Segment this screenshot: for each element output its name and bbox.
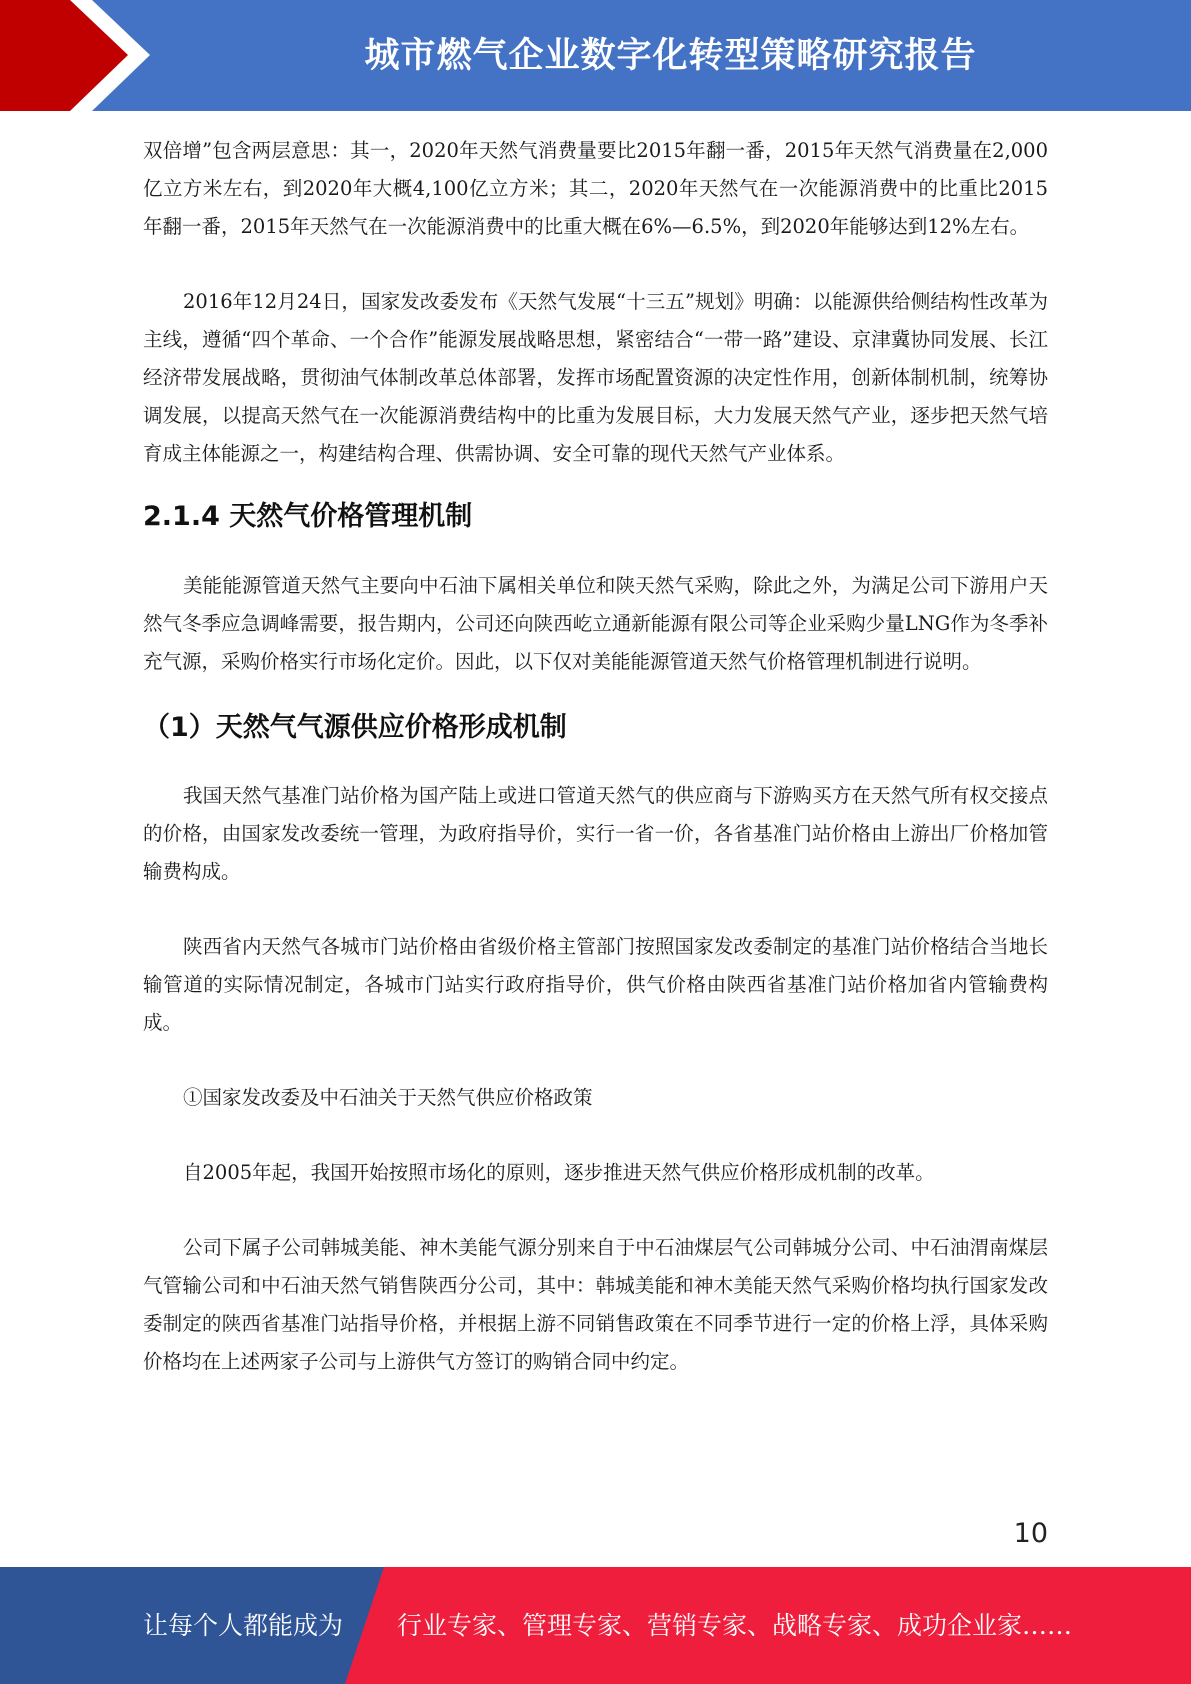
report-title: 城市燃气企业数字化转型策略研究报告 (364, 36, 977, 76)
paragraph-1: 双倍增”包含两层意思：其一，2020年天然气消费量要比2015年翻一番，2015年天然气消费量在2,000亿立方米左右，到2020年大概4,100亿立方米；其二，2020年天然气在一次能源消费中的比重比2015年翻一番，2015年天然气在一次能源消费中的比重大概在6%—6.5%，到2020年能够达到12%左右。 (143, 139, 1048, 238)
paragraph-8: 公司下属子公司韩城美能、神木美能气源分别来自于中石油煤层气公司韩城分公司、中石油渭南煤层气管输公司和中石油天然气销售陕西分公司，其中：韩城美能和神木美能天然气采购价格均执行国家发改委制定的陕西省基准门站指导价格，并根据上游不同销售政策在不同季节进行一定的价格上浮，具体采购价格均在上述两家子公司与上游供气方签订的购销合同中约定。 (143, 1236, 1048, 1373)
footer-slogan-right: 行业专家、管理专家、营销专家、战略专家、成功企业家…… (397, 1611, 1073, 1640)
subsection-heading-1: （1）天然气气源供应价格形成机制 (143, 712, 567, 743)
section-heading-2-1-4: 2.1.4 天然气价格管理机制 (143, 501, 473, 532)
paragraph-6: ①国家发改委及中石油关于天然气供应价格政策 (183, 1086, 593, 1109)
paragraph-5: 陕西省内天然气各城市门站价格由省级价格主管部门按照国家发改委制定的基准门站价格结合当地长输管道的实际情况制定，各城市门站实行政府指导价，供气价格由陕西省基准门站价格加省内管输费构成。 (143, 935, 1048, 1034)
page-footer (0, 1567, 1191, 1684)
header-arrow-decoration (0, 0, 160, 111)
paragraph-3: 美能能源管道天然气主要向中石油下属相关单位和陕天然气采购，除此之外，为满足公司下游用户天然气冬季应急调峰需要，报告期内，公司还向陕西屹立通新能源有限公司等企业采购少量LNG作为冬季补充气源，采购价格实行市场化定价。因此，以下仅对美能能源管道天然气价格管理机制进行说明。 (143, 574, 1048, 673)
footer-slogan-left: 让每个人都能成为 (143, 1611, 344, 1640)
page-number: 10 (1013, 1518, 1048, 1549)
paragraph-4: 我国天然气基准门站价格为国产陆上或进口管道天然气的供应商与下游购买方在天然气所有权交接点的价格，由国家发改委统一管理，为政府指导价，实行一省一价，各省基准门站价格由上游出厂价格加管输费构成。 (143, 784, 1048, 883)
paragraph-7: 自2005年起，我国开始按照市场化的原则，逐步推进天然气供应价格形成机制的改革。 (183, 1161, 935, 1184)
paragraph-2: 2016年12月24日，国家发改委发布《天然气发展“十三五”规划》明确：以能源供给侧结构性改革为主线，遵循“四个革命、一个合作”能源发展战略思想，紧密结合“一带一路”建设、京津冀协同发展、长江经济带发展战略，贯彻油气体制改革总体部署，发挥市场配置资源的决定性作用，创新体制机制，统筹协调发展，以提高天然气在一次能源消费结构中的比重为发展目标，大力发展天然气产业，逐步把天然气培育成主体能源之一，构建结构合理、供需协调、安全可靠的现代天然气产业体系。 (143, 290, 1048, 465)
page-content (143, 132, 1048, 1381)
page-header (0, 0, 1191, 111)
